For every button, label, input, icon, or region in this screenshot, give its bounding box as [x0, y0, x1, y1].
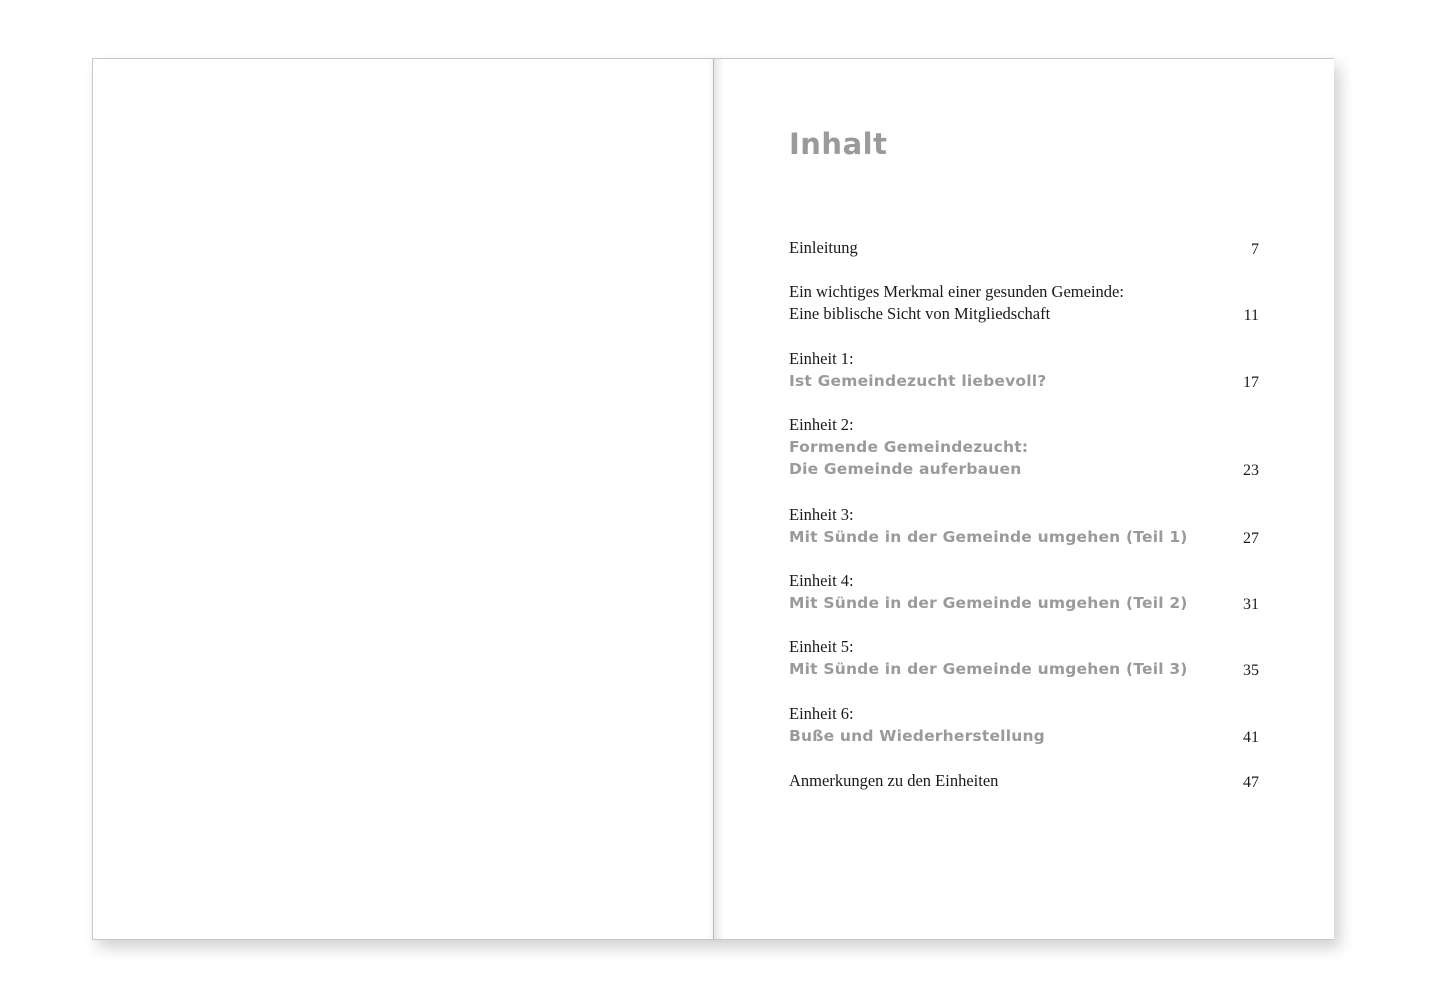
toc-title: Inhalt: [789, 127, 888, 161]
toc-entry-label: Anmerkungen zu den Einheiten: [789, 771, 999, 790]
toc-page-number: 27: [1243, 530, 1259, 547]
toc-entry-einleitung: [789, 237, 1259, 259]
toc-page-number: 17: [1243, 374, 1259, 391]
book-spread: [92, 58, 1334, 940]
toc-entry-unit-label: Einheit 3:: [789, 505, 854, 524]
toc-page-number: 23: [1243, 462, 1259, 479]
toc-entry-unit-label: Einheit 1:: [789, 349, 854, 368]
toc-entry-heading: Formende Gemeindezucht:: [789, 438, 1029, 456]
toc-entry-heading: Die Gemeinde auferbauen: [789, 460, 1022, 478]
toc-entry-einheit-6: [789, 703, 1259, 747]
toc-entry-einheit-2: [789, 414, 1259, 480]
toc-entry-merkmal: [789, 281, 1259, 325]
toc-entry-einheit-1: [789, 348, 1259, 392]
right-page-toc: [714, 59, 1334, 939]
toc-entry-heading: Ist Gemeindezucht liebevoll?: [789, 372, 1047, 390]
toc-entry-heading: Buße und Wiederherstellung: [789, 727, 1045, 745]
toc-page-number: 7: [1251, 241, 1259, 258]
toc-entry-unit-label: Einheit 4:: [789, 571, 854, 590]
toc-entry-anmerkungen: [789, 770, 1259, 792]
toc-entry-label: Einleitung: [789, 238, 858, 257]
toc-entry-heading: Mit Sünde in der Gemeinde umgehen (Teil 3): [789, 660, 1188, 678]
toc-entry-label: Ein wichtiges Merkmal einer gesunden Gemeinde:: [789, 282, 1124, 301]
toc-page-number: 47: [1243, 774, 1259, 791]
toc-page-number: 11: [1243, 307, 1259, 324]
toc-page-number: 35: [1243, 662, 1259, 679]
left-page-blank: [93, 59, 713, 939]
toc-entry-unit-label: Einheit 6:: [789, 704, 854, 723]
toc-entry-unit-label: Einheit 5:: [789, 637, 854, 656]
toc-entry-label: Eine biblische Sicht von Mitgliedschaft: [789, 304, 1051, 323]
toc-entry-einheit-4: [789, 570, 1259, 614]
toc-entry-einheit-3: [789, 504, 1259, 548]
toc-entry-heading: Mit Sünde in der Gemeinde umgehen (Teil 1): [789, 528, 1188, 546]
toc-page-number: 31: [1243, 596, 1259, 613]
toc-page-number: 41: [1243, 729, 1259, 746]
toc-entry-heading: Mit Sünde in der Gemeinde umgehen (Teil 2): [789, 594, 1188, 612]
toc-entry-unit-label: Einheit 2:: [789, 415, 854, 434]
toc-entry-einheit-5: [789, 636, 1259, 680]
